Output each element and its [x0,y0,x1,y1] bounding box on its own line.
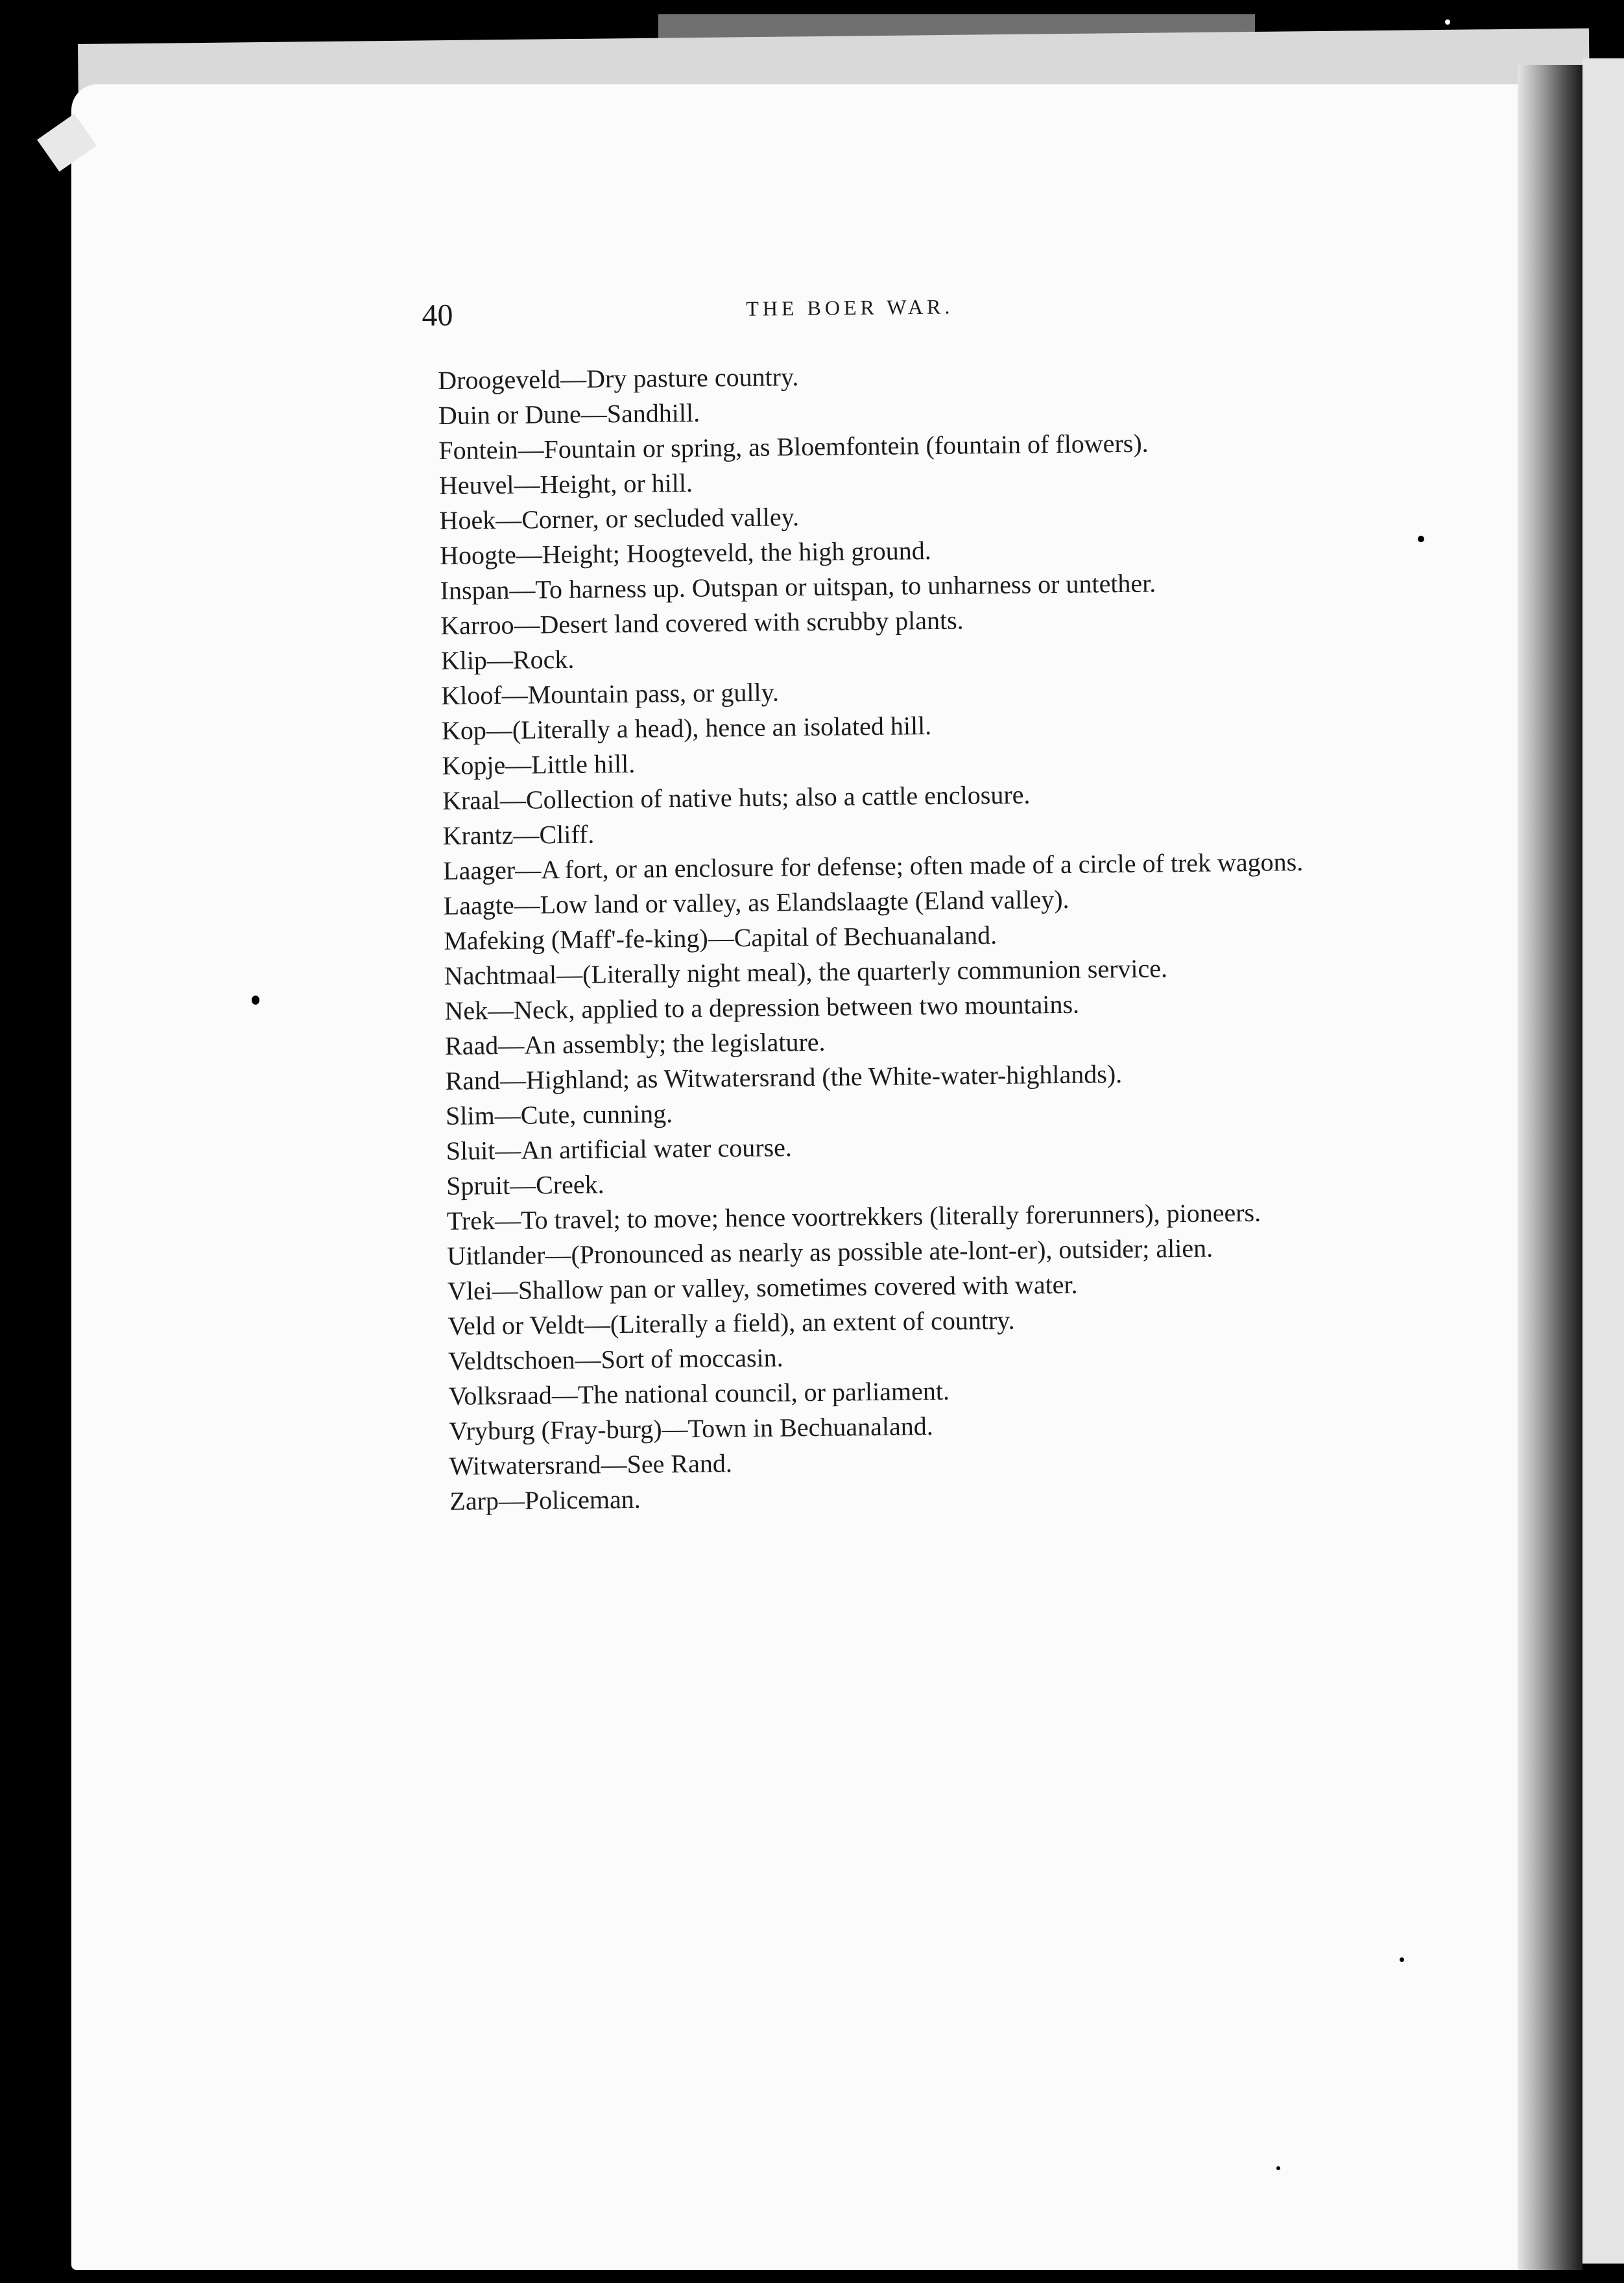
glossary-entry: Karroo—Desert land covered with scrubby plants. [440,605,964,640]
glossary-entry: Trek—To travel; to move; hence voortrekkers (literally forerunners), pioneers. [446,1197,1261,1236]
glossary-entry: Hoek—Corner, or secluded valley. [439,502,800,535]
glossary-entry: Veld or Veldt—(Literally a field), an extent of country. [448,1305,1015,1341]
glossary-entry: Nek—Neck, applied to a depression between two mountains. [444,989,1080,1025]
glossary-entry: Hoogte—Height; Hoogteveld, the high ground. [439,536,931,570]
glossary-entry: Mafeking (Maff'-fe-king)—Capital of Bechuanaland. [444,920,997,955]
glossary-entry: Nachtmaal—(Literally night meal), the quarterly communion service. [444,953,1168,990]
dust-speck [1400,1957,1404,1962]
page-number: 40 [422,298,453,333]
glossary-entry: Slim—Cute, cunning. [445,1099,673,1130]
glossary-entry: Kloof—Mountain pass, or gully. [441,677,780,710]
glossary-entry: Zarp—Policeman. [449,1484,641,1516]
glossary-entry: Vryburg (Fray-burg)—Town in Bechuanaland. [449,1411,933,1446]
glossary-entry: Veldtschoen—Sort of moccasin. [448,1343,783,1376]
glossary-entry: Sluit—An artificial water course. [446,1132,793,1165]
dust-speck [1445,19,1450,25]
adjacent-page-edge [1582,58,1624,2264]
page-binding-edge [1518,65,1582,2270]
running-head: THE BOER WAR. [746,294,954,320]
glossary-entry: Laagte—Low land or valley, as Elandslaagte (Eland valley). [443,884,1069,920]
glossary-entry: Duin or Dune—Sandhill. [438,398,700,430]
glossary-entry: Uitlander—(Pronounced as nearly as possible ate-lont-er), outsider; alien. [447,1233,1213,1271]
glossary-entry: Krantz—Cliff. [442,819,595,850]
glossary-entry: Kraal—Collection of native huts; also a cattle enclosure. [442,780,1031,815]
glossary-entry: Laager—A fort, or an enclosure for defense; often made of a circle of trek wagons. [442,847,1304,885]
glossary-entry: Rand—Highland; as Witwatersrand (the White-water-highlands). [445,1059,1123,1095]
dust-speck [1418,536,1424,542]
glossary-entry: Volksraad—The national council, or parliament. [448,1376,950,1411]
glossary-entry: Vlei—Shallow pan or valley, sometimes covered with water. [447,1269,1078,1306]
glossary-entry: Raad—An assembly; the legislature. [444,1027,826,1060]
glossary-entry: Spruit—Creek. [446,1169,604,1201]
glossary-entry: Kopje—Little hill. [442,748,636,780]
glossary-entry: Klip—Rock. [440,644,575,675]
dust-speck [252,996,259,1005]
dust-speck [1276,2166,1280,2170]
glossary-entry: Fontein—Fountain or spring, as Bloemfontein (fountain of flowers). [438,428,1149,465]
glossary-entry: Droogeveld—Dry pasture country. [438,362,799,395]
glossary-list [438,354,1345,1519]
glossary-entry: Heuvel—Height, or hill. [438,468,693,500]
glossary-entry: Witwatersrand—See Rand. [449,1448,733,1481]
glossary-entry: Inspan—To harness up. Outspan or uitspan, to unharness or untether. [440,568,1156,605]
glossary-entry: Kop—(Literally a head), hence an isolated hill. [441,711,932,745]
